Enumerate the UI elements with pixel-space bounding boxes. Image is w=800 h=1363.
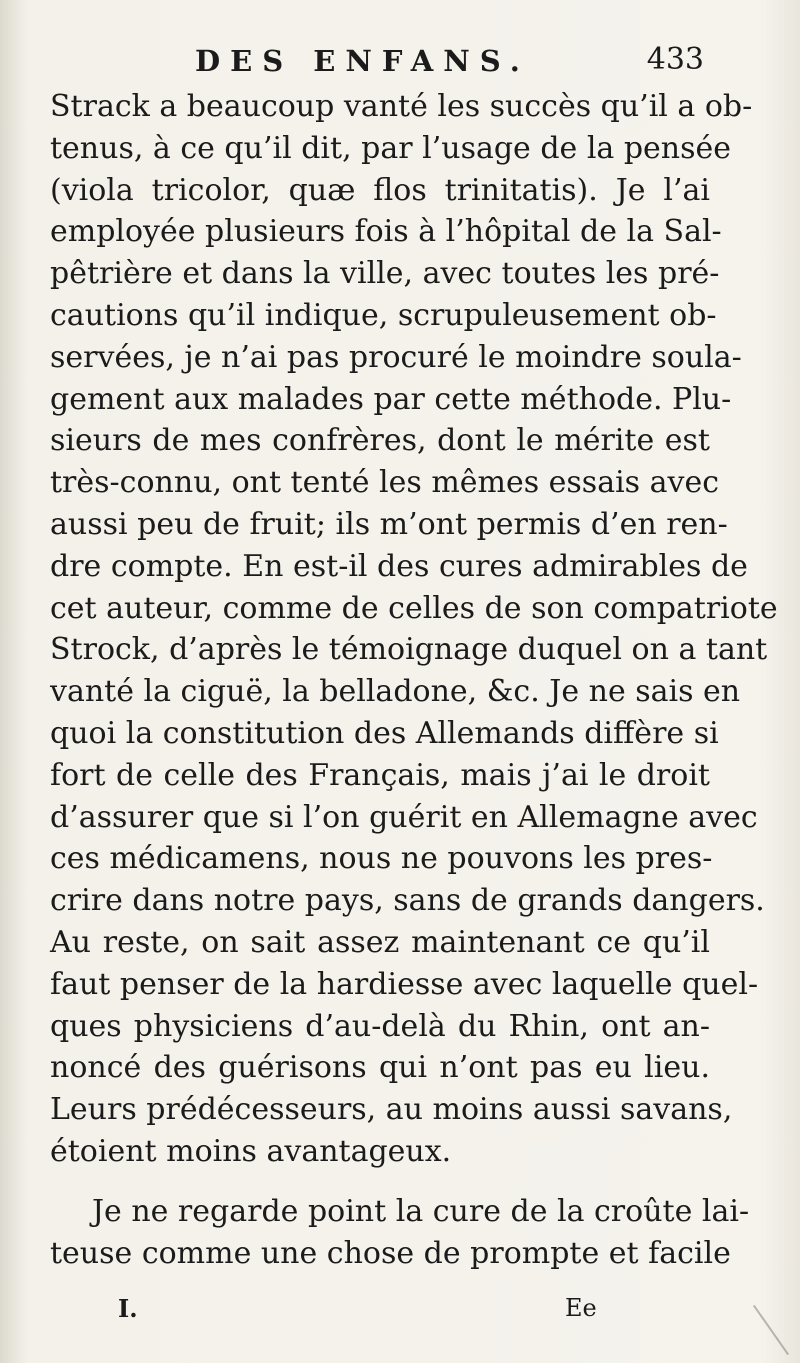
text-block bbox=[50, 36, 778, 1274]
page-header bbox=[50, 36, 710, 86]
text-line: Leurs prédécesseurs, au moins aussi savans, bbox=[50, 1092, 733, 1128]
signature-mark: I. bbox=[118, 1294, 138, 1323]
text-line: dre compte. En est-il des cures admirables de bbox=[50, 548, 748, 584]
paragraph-1 bbox=[50, 86, 778, 1173]
text-line: servées, je n’ai pas procuré le moindre soula- bbox=[50, 339, 742, 375]
text-line: aussi peu de fruit; ils m’ont permis d’en ren- bbox=[50, 506, 728, 542]
text-line: étoient moins avantageux. bbox=[50, 1133, 452, 1169]
text-line: quoi la constitution des Allemands diffère si bbox=[50, 715, 719, 751]
running-title: DES ENFANS. bbox=[195, 44, 530, 78]
text-line: pêtrière et dans la ville, avec toutes les pré- bbox=[50, 256, 720, 292]
text-line: crire dans notre pays, sans de grands dangers. bbox=[50, 883, 765, 919]
text-line: cautions qu’il indique, scrupuleusement ob- bbox=[50, 297, 717, 333]
text-line: Au reste, on sait assez maintenant ce qu’il bbox=[50, 924, 710, 960]
text-line: cet auteur, comme de celles de son compatriote bbox=[50, 590, 778, 626]
text-line: Je ne regarde point la cure de la croûte lai- bbox=[92, 1193, 750, 1229]
text-line: Strack a beaucoup vanté les succès qu’il a ob- bbox=[50, 89, 753, 124]
text-line: ques physiciens d’au-delà du Rhin, ont an- bbox=[50, 1008, 710, 1044]
text-line: fort de celle des Français, mais j’ai le droit bbox=[50, 757, 710, 793]
text-line: faut penser de la hardiesse avec laquelle quel- bbox=[50, 966, 759, 1002]
text-line: teuse comme une chose de prompte et facile bbox=[50, 1235, 731, 1271]
text-line: employée plusieurs fois à l’hôpital de la Sal- bbox=[50, 214, 722, 250]
page-crease bbox=[753, 1305, 789, 1355]
text-line: très-connu, ont tenté les mêmes essais avec bbox=[50, 465, 719, 501]
catchword: Ee bbox=[565, 1294, 597, 1322]
paragraph-2 bbox=[50, 1191, 750, 1275]
paragraph-gap bbox=[50, 1173, 710, 1191]
page-number: 433 bbox=[646, 42, 704, 77]
text-line: gement aux malades par cette méthode. Plu- bbox=[50, 381, 732, 417]
text-line: ces médicamens, nous ne pouvons les pres- bbox=[50, 841, 713, 877]
text-line: Strock, d’après le témoignage duquel on a tant bbox=[50, 632, 768, 668]
text-line: d’assurer que si l’on guérit en Allemagne avec bbox=[50, 799, 758, 835]
text-line: noncé des guérisons qui n’ont pas eu lieu. bbox=[50, 1050, 710, 1086]
text-line: vanté la ciguë, la belladone, &c. Je ne sais en bbox=[50, 674, 741, 710]
text-line: tenus, à ce qu’il dit, par l’usage de la pensée bbox=[50, 130, 732, 166]
text-line: sieurs de mes confrères, dont le mérite est bbox=[50, 423, 710, 459]
text-line: (viola tricolor, quæ flos trinitatis). Je l’ai bbox=[50, 172, 710, 208]
